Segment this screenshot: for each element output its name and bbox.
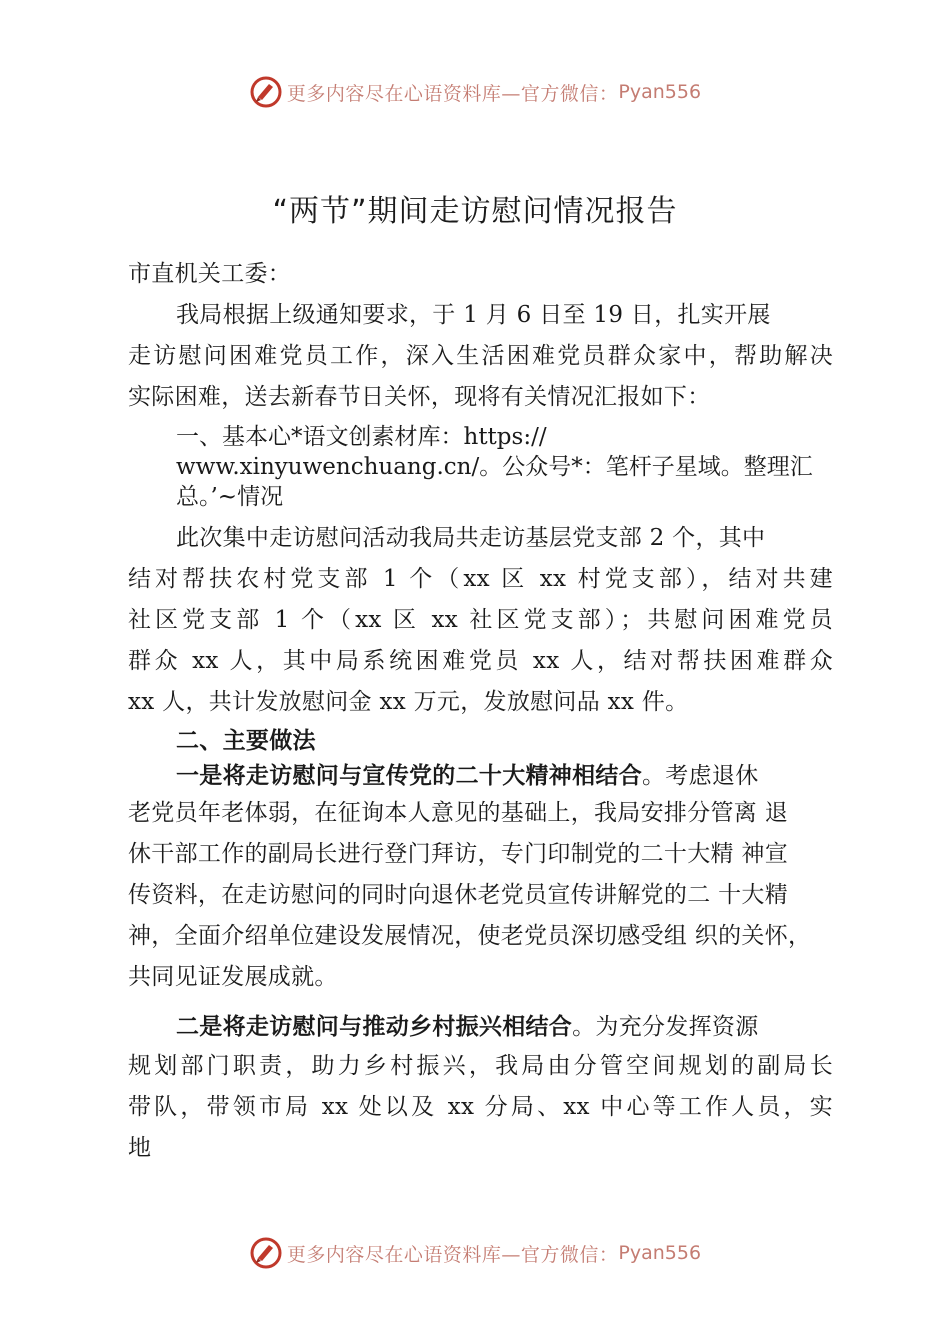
point1-line-2: 休干部工作的副局长进行登门拜访，专门印制党的二十大精 神宣 — [128, 841, 789, 867]
point1-lead — [128, 759, 833, 793]
point1-bold: 一是将走访慰问与宣传党的二十大精神相结合 — [176, 763, 642, 789]
para2-line-4: 群众 xx 人，其中局系统困难党员 xx 人，结对帮扶困难群众 — [128, 648, 833, 674]
banner-wechat-id: Pyan556 — [618, 81, 702, 103]
point1-line-1: 老党员年老体弱，在征询本人意见的基础上，我局安排分管离 退 — [128, 800, 789, 826]
para2-line-3: 社区党支部 1 个（xx 区 xx 社区党支部）；共慰问困难党员 — [128, 607, 833, 633]
para2-line-1: 此次集中走访慰问活动我局共走访基层党支部 2 个，其中 — [176, 525, 766, 551]
section1-line-1: 一、基本心*语文创素材库：https:// — [176, 424, 547, 450]
document-body — [128, 254, 833, 1169]
header-watermark-banner — [0, 72, 950, 112]
point1-line-5: 共同见证发展成就。 — [128, 964, 338, 990]
para1-line-3: 实际困难，送去新春节日关怀，现将有关情况汇报如下： — [128, 384, 711, 410]
footer-watermark-banner — [0, 1233, 950, 1273]
banner-text: 更多内容尽在心语资料库—官方微信： — [286, 82, 619, 105]
point2-rest: 。为充分发挥资源 — [572, 1014, 759, 1040]
para2-line-5: xx 人，共计发放慰问金 xx 万元，发放慰问品 xx 件。 — [128, 689, 689, 715]
section1-line-2: www.xinyuwenchuang.cn/。公众号*：笔杆子星域。整理汇 — [176, 454, 813, 480]
document-title: “两节”期间走访慰问情况报告 — [272, 194, 678, 230]
brand-logo-icon — [249, 75, 283, 109]
para1-line-2: 走访慰问困难党员工作，深入生活困难党员群众家中，帮助解决 — [128, 343, 833, 369]
salutation: 市直机关工委： — [128, 261, 292, 287]
section2-heading: 二、主要做法 — [176, 728, 316, 754]
section1-line-3: 总。’~情况 — [176, 484, 284, 510]
para1-line-1: 我局根据上级通知要求，于 1 月 6 日至 19 日，扎实开展 — [176, 302, 771, 328]
banner-wechat-id: Pyan556 — [618, 1242, 702, 1264]
point2-line-3: 地 — [128, 1135, 152, 1161]
point1-line-3: 传资料，在走访慰问的同时向退休老党员宣传讲解党的二 十大精 — [128, 882, 789, 908]
point2-lead — [128, 1008, 833, 1046]
para2-line-2: 结对帮扶农村党支部 1 个（xx 区 xx 村党支部），结对共建 — [128, 566, 833, 592]
point1-rest: 。考虑退休 — [642, 763, 759, 789]
point2-bold: 二是将走访慰问与推动乡村振兴相结合 — [176, 1014, 573, 1040]
brand-logo-icon — [249, 1236, 283, 1270]
point2-line-1: 规划部门职责，助力乡村振兴，我局由分管空间规划的副局长 — [128, 1053, 833, 1079]
point2-line-2: 带队，带领市局 xx 处以及 xx 分局、xx 中心等工作人员，实 — [128, 1094, 833, 1120]
point1-line-4: 神，全面介绍单位建设发展情况，使老党员深切感受组 织的关怀， — [128, 923, 812, 949]
banner-text: 更多内容尽在心语资料库—官方微信： — [286, 1243, 619, 1266]
